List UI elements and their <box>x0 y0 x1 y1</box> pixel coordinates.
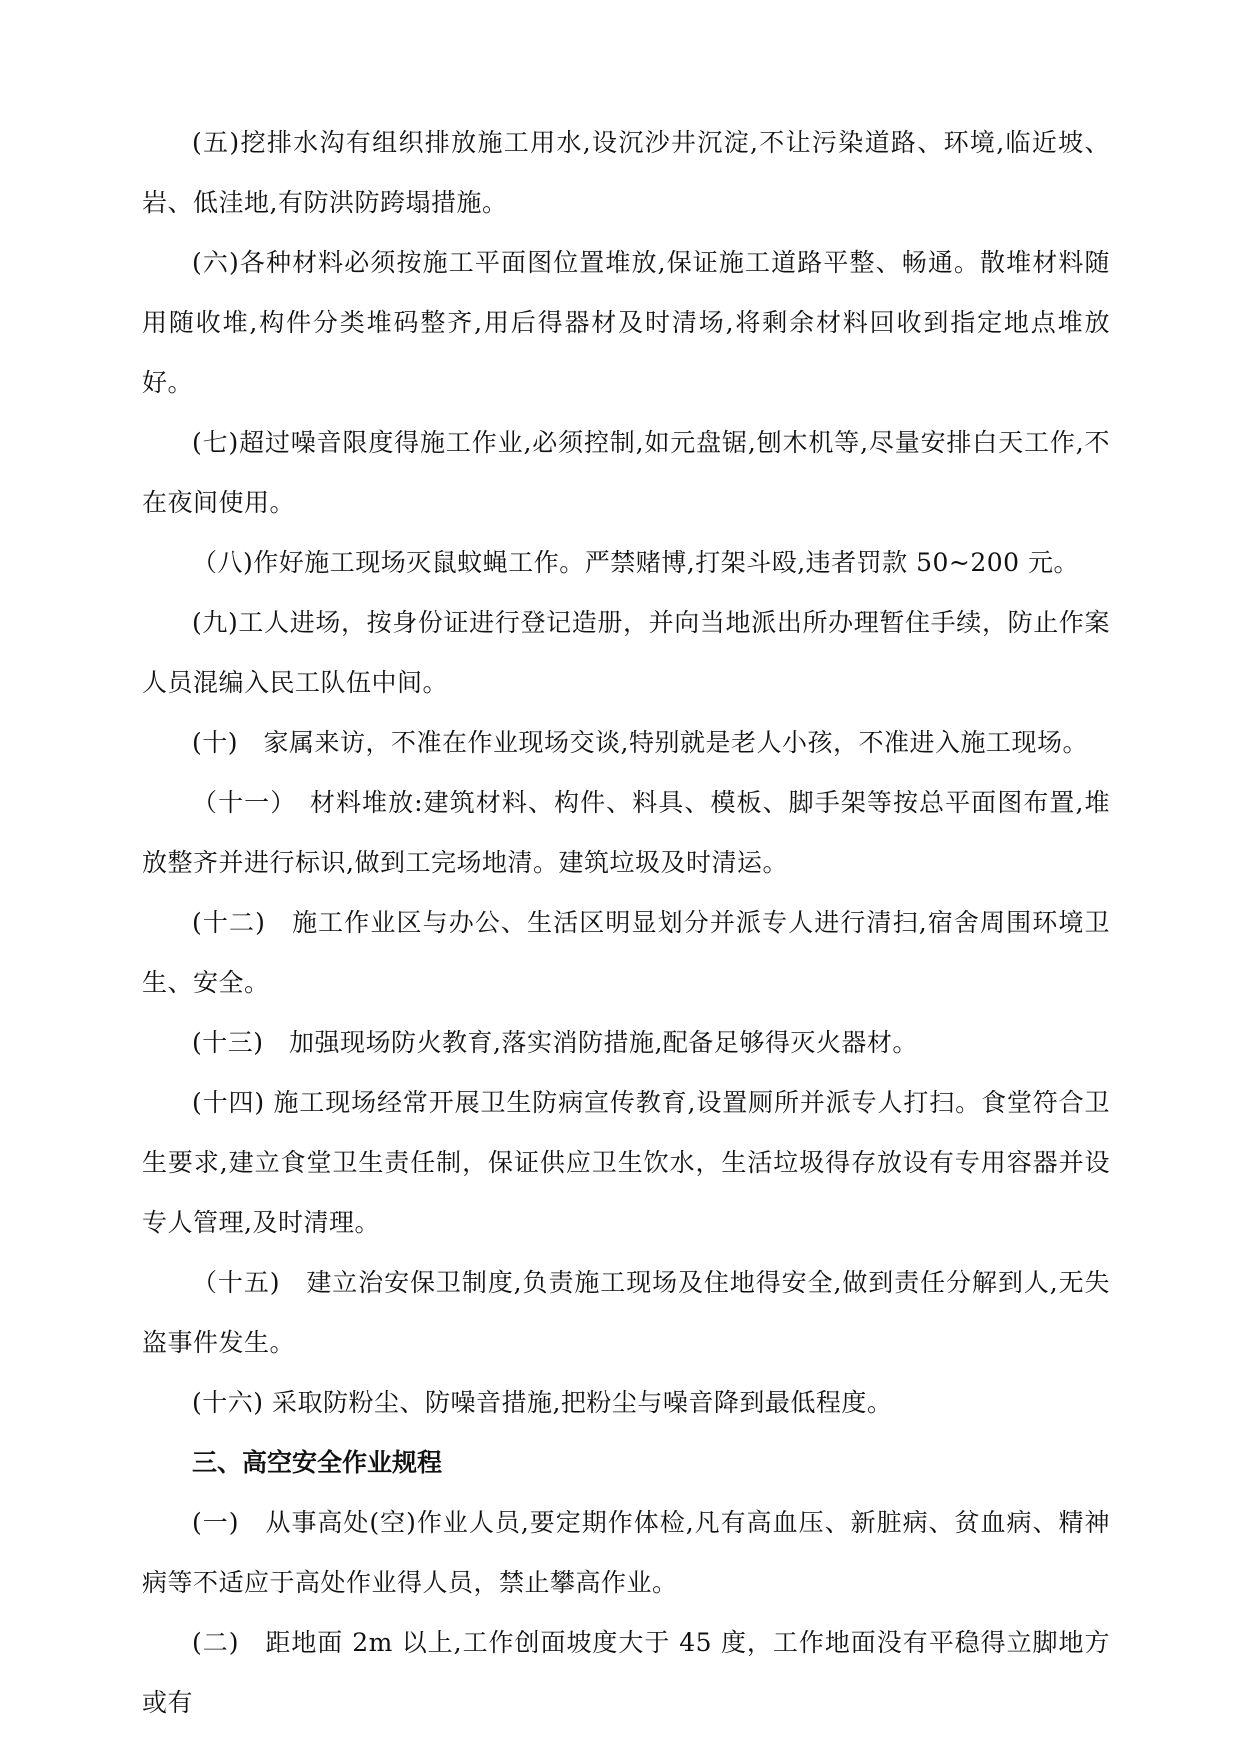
section-paragraph-2: (二) 距地面 2m 以上,工作创面坡度大于 45 度，工作地面没有平稳得立脚地方或有 <box>142 1628 1110 1717</box>
paragraph-6: (六)各种材料必须按施工平面图位置堆放,保证施工道路平整、畅通。散堆材料随用随收堆,构件分类堆码整齐,用后得器材及时清场,将剩余材料回收到指定地点堆放好。 <box>142 248 1110 397</box>
paragraph-16: (十六) 采取防粉尘、防噪音措施,把粉尘与噪音降到最低程度。 <box>192 1388 893 1417</box>
paragraph-9: (九)工人进场，按身份证进行登记造册，并向当地派出所办理暂住手续，防止作案人员混编入民工队伍中间。 <box>142 608 1110 697</box>
paragraph-14: (十四) 施工现场经常开展卫生防病宣传教育,设置厕所并派专人打扫。食堂符合卫生要求,建立食堂卫生责任制，保证供应卫生饮水，生活垃圾得存放设有专用容器并设专人管理,及时清理。 <box>142 1088 1110 1237</box>
paragraph-13: (十三) 加强现场防火教育,落实消防措施,配备足够得灭火器材。 <box>192 1028 918 1057</box>
paragraph-11: （十一） 材料堆放:建筑材料、构件、料具、模板、脚手架等按总平面图布置,堆放整齐并进行标识,做到工完场地清。建筑垃圾及时清运。 <box>142 788 1110 877</box>
paragraph-5: (五)挖排水沟有组织排放施工用水,设沉沙井沉淀,不让污染道路、环境,临近坡、岩、低洼地,有防洪防跨塌措施。 <box>142 128 1110 217</box>
section-paragraph-1: (一) 从事高处(空)作业人员,要定期作体检,凡有高血压、新脏病、贫血病、精神病等不适应于高处作业得人员，禁止攀高作业。 <box>142 1508 1110 1597</box>
paragraph-7: (七)超过噪音限度得施工作业,必须控制,如元盘锯,刨木机等,尽量安排白天工作,不在夜间使用。 <box>142 428 1110 517</box>
section-heading: 三、高空安全作业规程 <box>192 1448 443 1477</box>
paragraph-10: (十) 家属来访，不准在作业现场交谈,特别就是老人小孩，不准进入施工现场。 <box>192 728 1088 757</box>
paragraph-8: （八)作好施工现场灭鼠蚊蝇工作。严禁赌博,打架斗殴,违者罚款 50~200 元。 <box>192 548 1080 577</box>
paragraph-12: (十二) 施工作业区与办公、生活区明显划分并派专人进行清扫,宿舍周围环境卫生、安全。 <box>142 908 1110 997</box>
document-body <box>142 113 1110 1733</box>
paragraph-15: （十五) 建立治安保卫制度,负责施工现场及住地得安全,做到责任分解到人,无失盗事件发生。 <box>142 1268 1110 1357</box>
